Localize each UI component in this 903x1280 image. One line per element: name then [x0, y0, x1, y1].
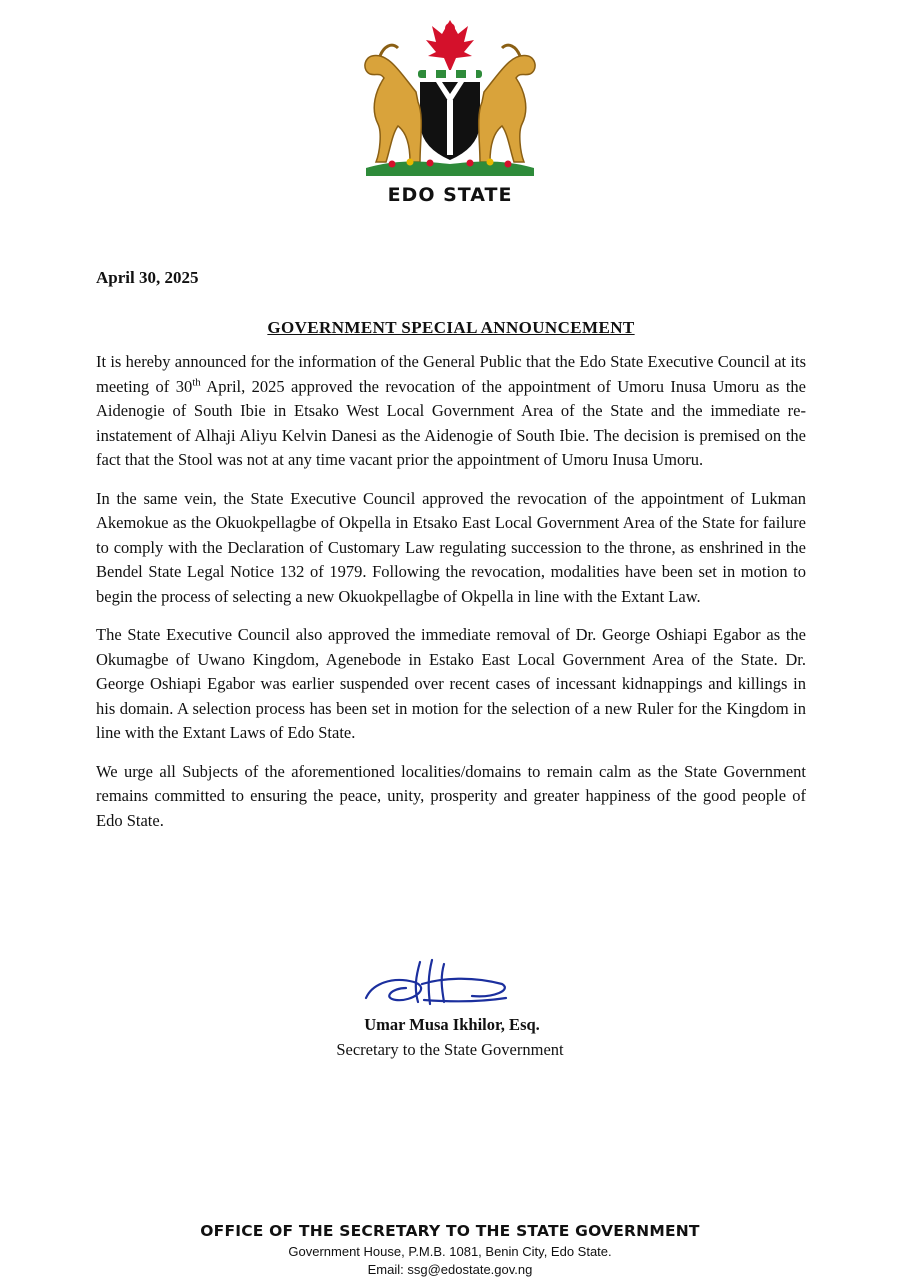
ordinal-suffix: th: [192, 376, 201, 388]
footer-address: Government House, P.M.B. 1081, Benin City, Edo State.: [288, 1244, 612, 1259]
paragraph-3: The State Executive Council also approved the immediate removal of Dr. George Oshiapi Egabor as the Okumagbe of Uwano Kingdom, Agenebode in Estako East Local Government Area of the State. Dr. George Oshiapi Egabor was earlier suspended over recent cases of incessant kidnappings and killings in his domain. A selection process has been set in motion for the selection of a new Ruler for the Kingdom in line with the Extant Laws of Edo State.: [96, 625, 806, 742]
state-name: EDO STATE: [387, 184, 513, 206]
letter-date: April 30, 2025: [96, 268, 199, 287]
letter-body: [96, 350, 806, 847]
paragraph-4: We urge all Subjects of the aforementioned localities/domains to remain calm as the State Government remains committed to ensuring the peace, unity, prosperity and greater happiness of the good people of Edo State.: [96, 761, 806, 830]
paragraph-1-part-b: April, 2025 approved the revocation of the appointment of Umoru Inusa Umoru as the Aidenogie of South Ibie in Etsako West Local Government Area of the State and the immediate re-instatement of Alhaji Aliyu Kelvin Danesi as the Aidenogie of South Ibie. The decision is premised on the fact that the Stool was not at any time vacant prior the appointment of Umoru Inusa Umoru.: [96, 376, 806, 469]
footer-email: Email: ssg@edostate.gov.ng: [367, 1262, 533, 1277]
announcement-heading: GOVERNMENT SPECIAL ANNOUNCEMENT: [267, 318, 635, 337]
signatory-title: Secretary to the State Government: [336, 1040, 564, 1059]
coat-of-arms-icon: [340, 12, 560, 182]
paragraph-1: [96, 350, 806, 473]
paragraph-1-part-a: It is hereby announced for the information of the General Public that the Edo State Executive Council at its meeting of 30: [96, 352, 806, 396]
footer-office: OFFICE OF THE SECRETARY TO THE STATE GOVERNMENT: [200, 1222, 700, 1240]
signatory-name: Umar Musa Ikhilor, Esq.: [364, 1015, 540, 1034]
signature-icon: [362, 958, 512, 1014]
paragraph-2: In the same vein, the State Executive Council approved the revocation of the appointment of Lukman Akemokue as the Okuokpellagbe of Okpella in Etsako East Local Government Area of the State for failure to comply with the Declaration of Customary Law regulating succession to the throne, as enshrined in the Bendel State Legal Notice 132 of 1979. Following the revocation, modalities have been set in motion to begin the process of selecting a new Okuokpellagbe of Okpella in line with the Extant Law.: [96, 488, 806, 606]
